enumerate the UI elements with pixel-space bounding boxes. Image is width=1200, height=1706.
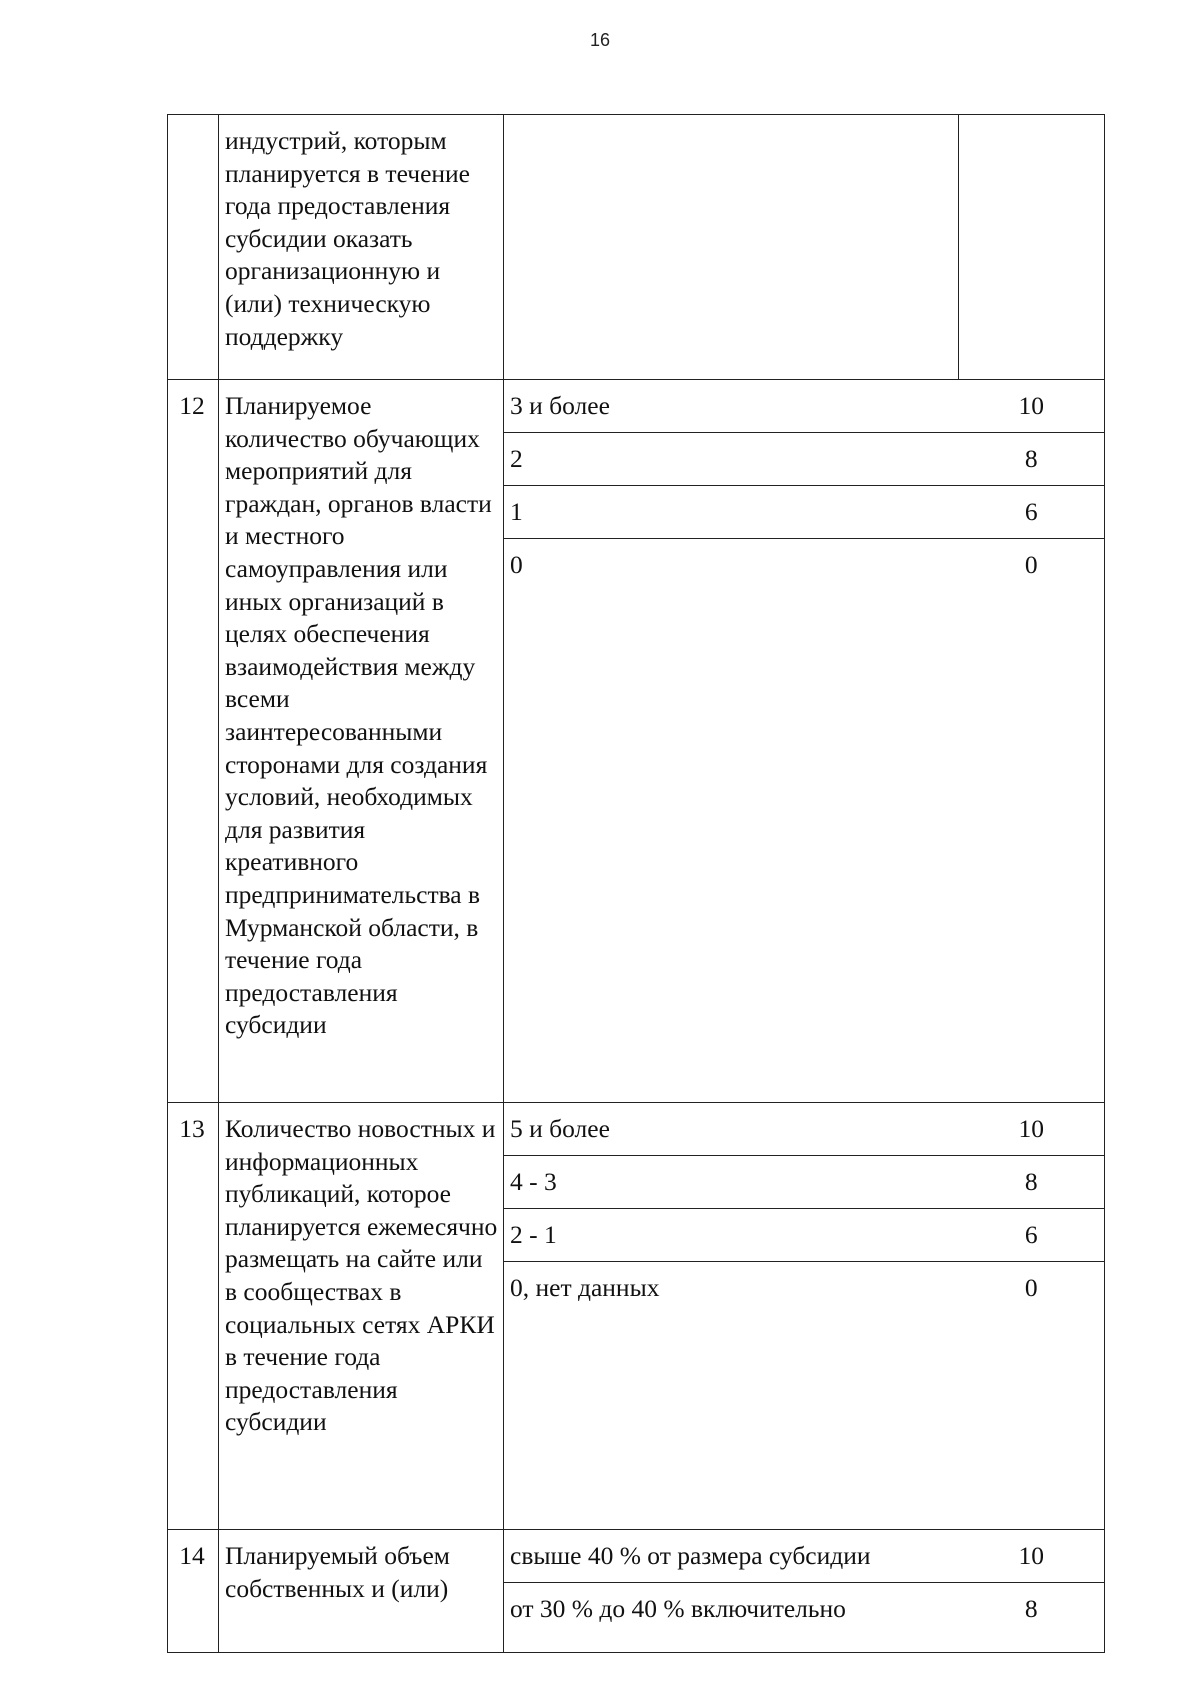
criterion-name: индустрий, которым планируется в течение года предоставления субсидии оказать организационную и (или) техническую поддержку <box>219 115 504 380</box>
option-list <box>504 380 959 1103</box>
option-score: 6 <box>959 1209 1105 1262</box>
criterion-name: Количество новостных и информационных публикаций, которое планируется ежемесячно размещать на сайте или в сообществах в социальных сетях АРКИ в течение года предоставления субсидии <box>219 1103 504 1530</box>
option-label: 2 <box>504 433 959 486</box>
score-cell <box>959 115 1105 380</box>
option-score: 10 <box>959 1103 1105 1156</box>
option-label: 0 <box>510 550 523 579</box>
criterion-name: Планируемое количество обучающих мероприятий для граждан, органов власти и местного самоуправления или иных организаций в целях обеспечения взаимодействия между всеми заинтересованными сторонами для создания условий, необходимых для развития креативного предпринимательства в Мурманской области, в течение года предоставления субсидии <box>219 380 504 1103</box>
option-label: 1 <box>504 486 959 539</box>
option-label: свыше 40 % от размера субсидии <box>504 1530 959 1583</box>
row-number: 14 <box>168 1530 219 1653</box>
table-row <box>168 1103 1105 1530</box>
table-row <box>168 1530 1105 1653</box>
option-label: 0, нет данных <box>510 1273 660 1302</box>
option-score: 0 <box>1024 1273 1038 1302</box>
option-score: 8 <box>959 1156 1105 1209</box>
option-score: 8 <box>1024 1594 1038 1623</box>
score-list <box>959 1530 1105 1653</box>
option-score: 6 <box>959 486 1105 539</box>
score-list <box>959 380 1105 1103</box>
row-number: 13 <box>168 1103 219 1530</box>
page-number: 16 <box>589 30 611 50</box>
option-cell <box>504 115 959 380</box>
option-label: от 30 % до 40 % включительно <box>510 1594 846 1623</box>
option-score: 10 <box>959 1530 1105 1583</box>
option-label: 3 и более <box>504 380 959 433</box>
option-label: 5 и более <box>504 1103 959 1156</box>
option-list <box>504 1530 959 1653</box>
row-number: 12 <box>168 380 219 1103</box>
option-score: 10 <box>959 380 1105 433</box>
option-label: 2 - 1 <box>504 1209 959 1262</box>
row-number <box>168 115 219 380</box>
criterion-name: Планируемый объем собственных и (или) <box>219 1530 504 1653</box>
option-score: 0 <box>1024 550 1038 579</box>
option-list <box>504 1103 959 1530</box>
criteria-table <box>167 114 1105 1653</box>
option-label: 4 - 3 <box>504 1156 959 1209</box>
score-list <box>959 1103 1105 1530</box>
option-score: 8 <box>959 433 1105 486</box>
table-row <box>168 115 1105 380</box>
table-row <box>168 380 1105 1103</box>
